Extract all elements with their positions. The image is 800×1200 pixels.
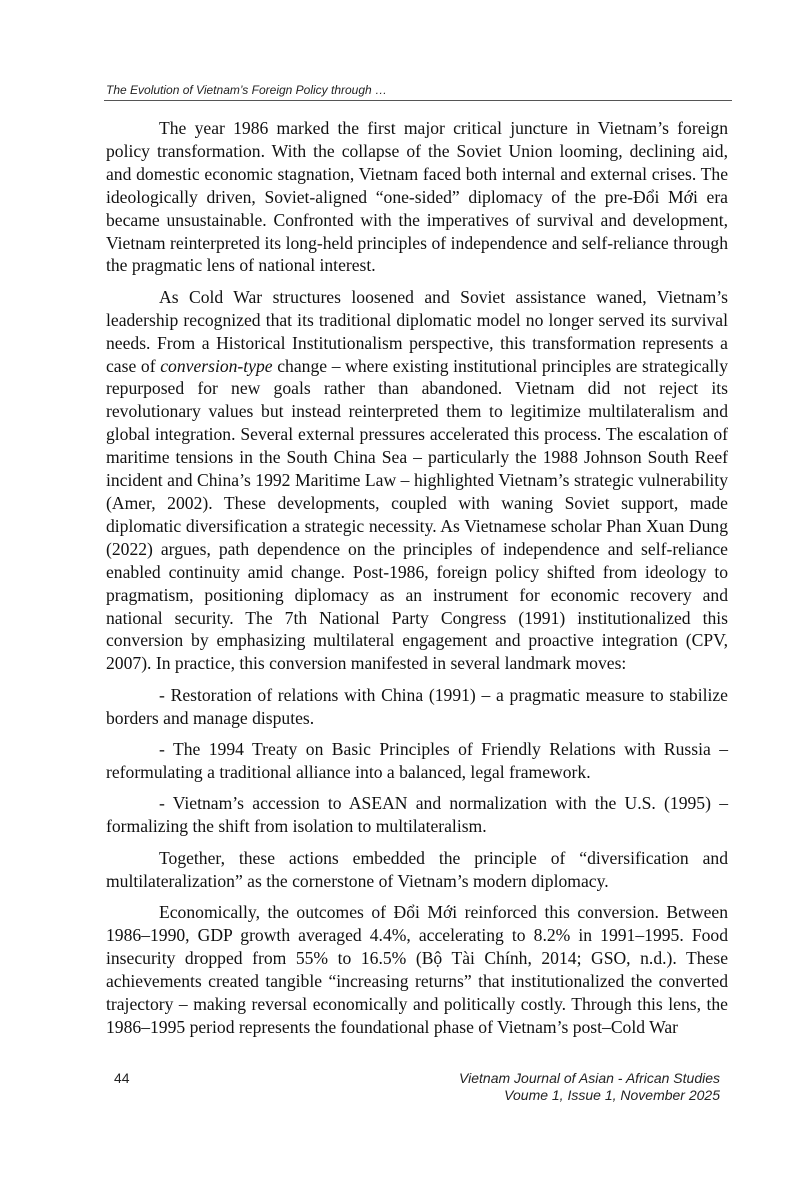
paragraph-conversion-text-end: change – where existing institutional principles are strategically repurposed for new goals rather than abandoned. Vietnam did not reject its revolutionary values but instead reinterpreted them to legitimize multilateralism and global integration. Several external pressures accelerated this process. The escalation of maritime tensions in the South China Sea – particularly the 1988 Johnson South Reef incident and China’s 1992 Maritime Law – highlighted Vietnam’s strategic vulnerability (Amer, 2002). These developments, coupled with waning Soviet support, made diplomatic diversification a strategic necessity. As Vietnamese scholar Phan Xuan Dung (2022) argues, path dependence on the principles of independence and self-reliance enabled continuity amid change. Post-1986, foreign policy shifted from ideology to pragmatism, positioning diplomacy as an instrument for economic recovery and national security. The 7th National Party Congress (1991) institutionalized this conversion by emphasizing multilateral engagement and proactive integration (CPV, 2007). In practice, this conversion manifested in several landmark moves: <box>106 355 728 674</box>
volume-issue: Voume 1, Issue 1, November 2025 <box>504 1086 720 1103</box>
paragraph-economic-outcomes: Economically, the outcomes of Đổi Mới reinforced this conversion. Between 1986–1990, GDP growth averaged 4.4%, accelerating to 8.2% in 1991–1995. Food insecurity dropped from 55% to 16.5% (Bộ Tài Chính, 2014; GSO, n.d.). These achievements created tangible “increasing returns” that institutionalized the converted trajectory – making reversal economically and politically costly. Through this lens, the 1986–1995 period represents the foundational phase of Vietnam’s post–Cold War <box>106 902 728 1037</box>
page-number: 44 <box>114 1070 130 1086</box>
article-body <box>106 117 728 1038</box>
paragraph-conversion <box>106 286 728 675</box>
journal-info <box>459 1070 720 1103</box>
list-item-asean-us: - Vietnam’s accession to ASEAN and normalization with the U.S. (1995) – formalizing the shift from isolation to multilateralism. <box>106 793 728 837</box>
list-item-china: - Restoration of relations with China (1991) – a pragmatic measure to stabilize borders and manage disputes. <box>106 684 728 728</box>
header-rule <box>104 100 732 101</box>
paragraph-critical-juncture: The year 1986 marked the first major critical juncture in Vietnam’s foreign policy transformation. With the collapse of the Soviet Union looming, declining aid, and domestic economic stagnation, Vietnam faced both internal and external crises. The ideologically driven, Soviet-aligned “one-sided” diplomacy of the pre-Đổi Mới era became unsustainable. Confronted with the imperatives of survival and development, Vietnam reinterpreted its long-held principles of independence and self-reliance through the pragmatic lens of national interest. <box>106 118 728 276</box>
paragraph-conversion-text-start: As Cold War structures loosened and Soviet assistance waned, Vietnam’s leadership recognized that its traditional diplomatic model no longer served its survival needs. From a Historical Institutionalism perspective, this transformation represents a case of <box>106 286 728 376</box>
journal-name: Vietnam Journal of Asian - African Studies <box>459 1070 720 1086</box>
paragraph-together: Together, these actions embedded the principle of “diversification and multilateralization” as the cornerstone of Vietnam’s modern diplomacy. <box>106 847 728 891</box>
conversion-type-term: conversion-type <box>160 355 273 376</box>
running-header: The Evolution of Vietnam’s Foreign Policy through … <box>106 83 388 97</box>
list-item-russia: - The 1994 Treaty on Basic Principles of Friendly Relations with Russia – reformulating a traditional alliance into a balanced, legal framework. <box>106 739 728 782</box>
